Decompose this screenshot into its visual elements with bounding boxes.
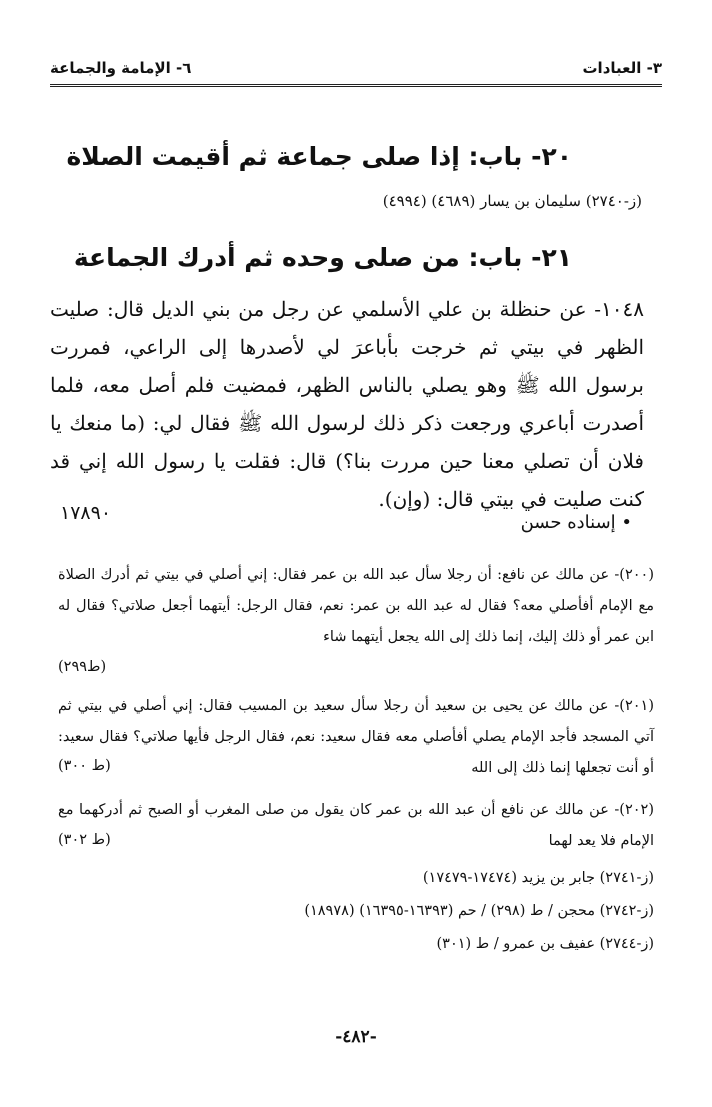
hadith-number: ١٧٨٩٠ [60,502,112,524]
header-chapter-title: ٦- الإمامة والجماعة [50,59,192,77]
footnote-202-text: (٢٠٢)- عن مالك عن نافع أن عبد الله بن عمر كان يقول من صلى المغرب أو الصبح ثم أدركهما مع الإمام فلا يعد لهما [58,802,654,849]
reference-2744: (ز-٢٧٤٤) عفيف بن عمرو / ط (٣٠١) [436,936,654,952]
reference-2742: (ز-٢٧٤٢) محجن / ط (٢٩٨) / حم (١٦٣٩٣-١٦٣٩٥) (١٨٩٧٨) [304,903,654,919]
running-header [50,55,662,81]
chapter-20-title: ٢٠- باب: إذا صلى جماعة ثم أقيمت الصلاة [66,142,572,171]
hadith-grading: • إسناده حسن [520,512,632,533]
footnote-201-text: (٢٠١)- عن مالك عن يحيى بن سعيد أن رجلا سأل سعيد بن المسيب فقال: إني أصلي في بيتي ثم آتي المسجد فأجد الإمام يصلي أفأصلي معه فقال سعيد: نعم، فقال الرجل فأيها صلاتي؟ فقال سعيد: أو أنت تجعلها إنما ذلك إلى الله [58,698,654,776]
footnote-202 [58,795,654,857]
header-divider [50,84,662,87]
footnote-200 [58,560,654,653]
page-number: -٤٨٢- [335,1027,377,1047]
hadith-grading-row [60,502,632,542]
footnote-201-ref: (ط ٣٠٠) [58,758,111,774]
hadith-text-block [50,290,644,518]
chapter-20-reference: (ز-٢٧٤٠) سليمان بن يسار (٤٦٨٩) (٤٩٩٤) [382,192,642,210]
header-section-title: ٣- العبادات [582,59,662,77]
footnote-201 [58,691,654,784]
reference-2741: (ز-٢٧٤١) جابر بن يزيد (١٧٤٧٤-١٧٤٧٩) [422,870,654,886]
hadith-text: ١٠٤٨- عن حنظلة بن علي الأسلمي عن رجل من بني الديل قال: صليت الظهر في بيتي ثم خرجت بأباعرَ لي لأصدرها إلى الراعي، فمررت برسول الله ﷺ وهو يصلي بالناس الظهر، فمضيت فلم أصل معه، فلما أصدرت أباعري ورجعت ذكر ذلك لرسول الله ﷺ فقال لي: (ما منعك يا فلان أن تصلي معنا حين مررت بنا؟) قال: فقلت يا رسول الله إني قد كنت صليت في بيتي قال: (وإن). [50,297,644,511]
footnote-200-text: (٢٠٠)- عن مالك عن نافع: أن رجلا سأل عبد الله بن عمر فقال: إني أصلي في بيتي ثم أدرك الصلاة مع الإمام أفأصلي معه؟ فقال له عبد الله بن عمر: نعم، فقال الرجل: أيتهما أجعل صلاتي؟ فقال له ابن عمر أو ذلك إليك، إنما ذلك إلى الله يجعل أيتهما شاء [58,567,654,645]
footnote-202-ref: (ط ٣٠٢) [58,832,111,848]
chapter-21-title: ٢١- باب: من صلى وحده ثم أدرك الجماعة [73,243,572,272]
footnote-200-ref: (ط٢٩٩) [58,659,107,675]
